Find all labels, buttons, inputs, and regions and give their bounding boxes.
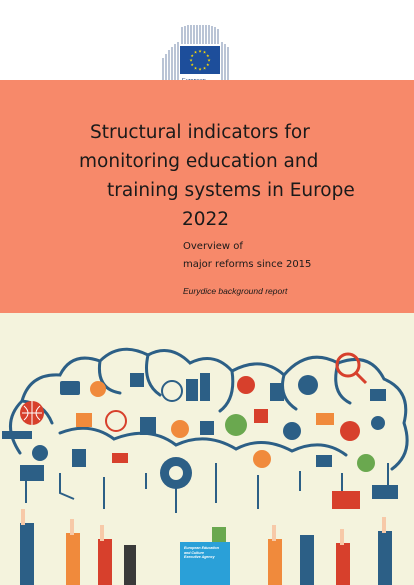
svg-text:★: ★	[206, 62, 210, 67]
svg-text:★: ★	[190, 53, 194, 58]
title-line: monitoring education and	[79, 151, 319, 172]
svg-text:★: ★	[207, 57, 211, 63]
title-line: 2022	[182, 209, 230, 230]
svg-text:★: ★	[193, 49, 198, 55]
svg-text:★: ★	[198, 48, 202, 54]
svg-text:★: ★	[198, 66, 202, 72]
report-subtitle	[183, 238, 311, 274]
report-type-label: Eurydice background report	[183, 286, 288, 296]
agency-name	[184, 546, 219, 560]
agency-name-line1: European Education	[184, 546, 219, 550]
svg-text:★: ★	[190, 62, 194, 67]
svg-text:★: ★	[193, 65, 198, 71]
svg-text:★: ★	[202, 65, 207, 71]
subtitle-line: Overview of	[183, 241, 243, 252]
svg-text:★: ★	[189, 57, 193, 63]
subtitle-line: major reforms since 2015	[183, 259, 312, 270]
agency-name-line2: and Culture	[184, 550, 204, 555]
eacea-logo	[180, 542, 230, 585]
agency-name-line3: Executive Agency	[184, 555, 215, 559]
eu-flag-icon	[180, 46, 220, 74]
title-line: training systems in Europe	[107, 180, 355, 201]
title-line: Structural indicators for	[90, 122, 310, 143]
report-title	[0, 118, 414, 234]
svg-text:★: ★	[206, 53, 210, 58]
svg-text:★: ★	[202, 49, 207, 55]
